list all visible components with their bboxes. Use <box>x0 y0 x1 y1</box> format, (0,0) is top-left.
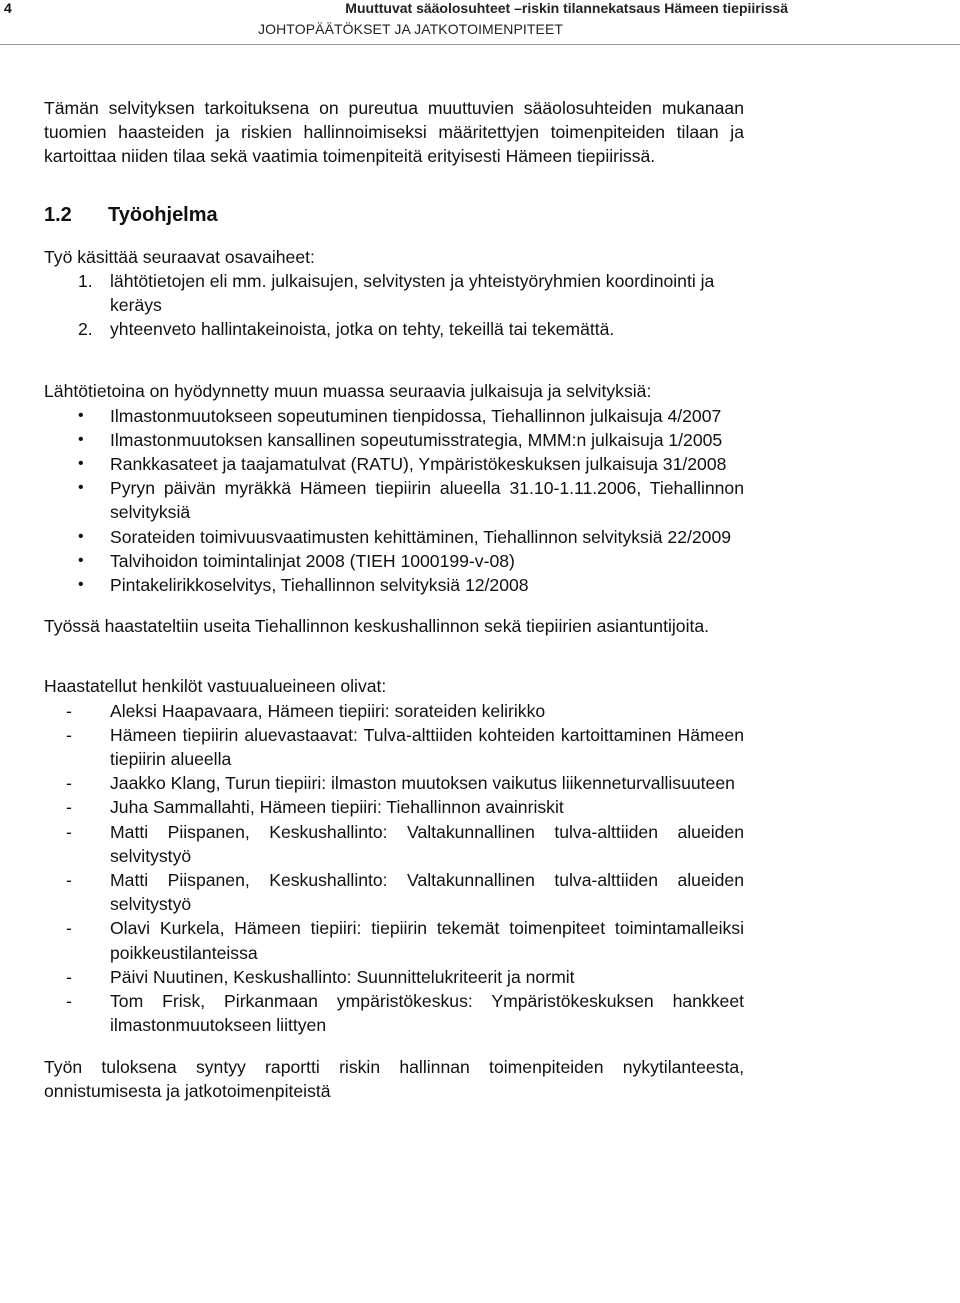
bullet-icon: • <box>78 406 84 424</box>
section-number: 1.2 <box>44 203 72 226</box>
running-header-title: Muuttuvat sääolosuhteet –riskin tilannekatsaus Hämeen tiepiirissä <box>345 0 788 16</box>
dash-marker: - <box>66 700 72 721</box>
person-item <box>44 916 744 964</box>
source-text: Sorateiden toimivuusvaatimusten kehittäminen, Tiehallinnon selvityksiä 22/2009 <box>110 526 732 547</box>
phase-item <box>44 269 744 317</box>
bullet-icon: • <box>78 430 84 448</box>
person-item <box>44 699 744 723</box>
interviews-paragraph: Työssä haastateltiin useita Tiehallinnon keskushallinnon sekä tiepiirien asiantuntijoita. <box>44 616 710 637</box>
dash-marker: - <box>66 797 72 818</box>
running-header-subtitle: JOHTOPÄÄTÖKSET JA JATKOTOIMENPITEET <box>258 21 564 37</box>
page-number: 4 <box>4 0 12 16</box>
sources-intro: Lähtötietoina on hyödynnetty muun muassa seuraavia julkaisuja ja selvityksiä: <box>44 381 652 402</box>
person-item <box>44 965 744 989</box>
dash-marker: - <box>66 966 72 987</box>
person-text: Olavi Kurkela, Hämeen tiepiiri: tiepiirin tekemät toimenpiteet toimintamalleiksi poikkeustilanteissa <box>110 918 744 963</box>
bullet-icon: • <box>78 455 84 473</box>
section-title: Työohjelma <box>108 203 218 226</box>
phase-number: 2. <box>78 319 93 340</box>
dash-marker: - <box>66 991 72 1012</box>
dash-marker: - <box>66 870 72 891</box>
source-item <box>44 428 744 452</box>
phase-text: lähtötietojen eli mm. julkaisujen, selvitysten ja yhteistyöryhmien koordinointi ja keräys <box>110 270 715 316</box>
bullet-icon: • <box>78 551 84 569</box>
person-item <box>44 820 744 868</box>
dash-marker: - <box>66 773 72 794</box>
intro-paragraph: Tämän selvityksen tarkoituksena on pureutua muuttuvien sääolosuhteiden mukanaan tuomien haasteiden ja riskien hallinnoimiseksi määritettyjen toimenpiteiden tilaan ja kartoittaa niiden tilaa sekä vaatimia toimenpiteitä erityisesti Hämeen tiepiirissä. <box>44 98 744 167</box>
person-text: Juha Sammallahti, Hämeen tiepiiri: Tiehallinnon avainriskit <box>110 797 564 818</box>
sources-list <box>44 404 744 598</box>
source-item <box>44 476 744 524</box>
dash-marker: - <box>66 918 72 939</box>
person-item <box>44 723 744 771</box>
section-heading <box>44 202 744 228</box>
source-item <box>44 452 744 476</box>
phases-intro: Työ käsittää seuraavat osavaiheet: <box>44 246 315 267</box>
source-text: Ilmastonmuutoksen kansallinen sopeutumisstrategia, MMM:n julkaisuja 1/2005 <box>110 429 723 450</box>
phase-item <box>44 317 744 341</box>
bullet-icon: • <box>78 527 84 545</box>
source-item <box>44 525 744 549</box>
page-body <box>44 96 744 1103</box>
person-item <box>44 868 744 916</box>
phase-text: yhteenveto hallintakeinoista, jotka on tehty, tekeillä tai tekemättä. <box>110 319 615 340</box>
person-text: Hämeen tiepiirin aluevastaavat: Tulva-alttiiden kohteiden kartoittaminen Hämeen tiepiirin alueella <box>110 724 744 770</box>
source-text: Talvihoidon toimintalinjat 2008 (TIEH 1000199-v-08) <box>110 550 515 571</box>
persons-intro: Haastatellut henkilöt vastuualueineen olivat: <box>44 676 387 697</box>
dash-marker: - <box>66 724 72 745</box>
person-text: Aleksi Haapavaara, Hämeen tiepiiri: sorateiden kelirikko <box>110 700 546 721</box>
person-item <box>44 771 744 795</box>
person-text: Matti Piispanen, Keskushallinto: Valtakunnallinen tulva-alttiiden alueiden selvitystyö <box>110 821 744 866</box>
result-paragraph: Työn tuloksena syntyy raportti riskin hallinnan toimenpiteiden nykytilanteesta, onnistumisesta ja jatkotoimenpiteistä <box>44 1056 744 1101</box>
person-text: Jaakko Klang, Turun tiepiiri: ilmaston muutoksen vaikutus liikenneturvallisuuteen <box>110 773 735 794</box>
person-text: Tom Frisk, Pirkanmaan ympäristökeskus: Ympäristökeskuksen hankkeet ilmastonmuutokseen liittyen <box>110 991 744 1036</box>
phase-number: 1. <box>78 270 93 291</box>
source-text: Ilmastonmuutokseen sopeutuminen tienpidossa, Tiehallinnon julkaisuja 4/2007 <box>110 405 722 426</box>
persons-list <box>44 699 744 1038</box>
source-text: Rankkasateet ja taajamatulvat (RATU), Ympäristökeskuksen julkaisuja 31/2008 <box>110 454 727 475</box>
source-text: Pintakelirikkoselvitys, Tiehallinnon selvityksiä 12/2008 <box>110 575 529 596</box>
source-item <box>44 404 744 428</box>
person-item <box>44 989 744 1037</box>
header-divider <box>0 44 960 45</box>
person-text: Matti Piispanen, Keskushallinto: Valtakunnallinen tulva-alttiiden alueiden selvitystyö <box>110 870 744 915</box>
source-text: Pyryn päivän myräkkä Hämeen tiepiirin alueella 31.10-1.11.2006, Tiehallinnon selvityksiä <box>110 478 744 523</box>
person-item <box>44 795 744 819</box>
dash-marker: - <box>66 821 72 842</box>
bullet-icon: • <box>78 479 84 497</box>
phases-list <box>44 269 744 342</box>
source-item <box>44 573 744 597</box>
bullet-icon: • <box>78 576 84 594</box>
person-text: Päivi Nuutinen, Keskushallinto: Suunnittelukriteerit ja normit <box>110 966 575 987</box>
source-item <box>44 549 744 573</box>
